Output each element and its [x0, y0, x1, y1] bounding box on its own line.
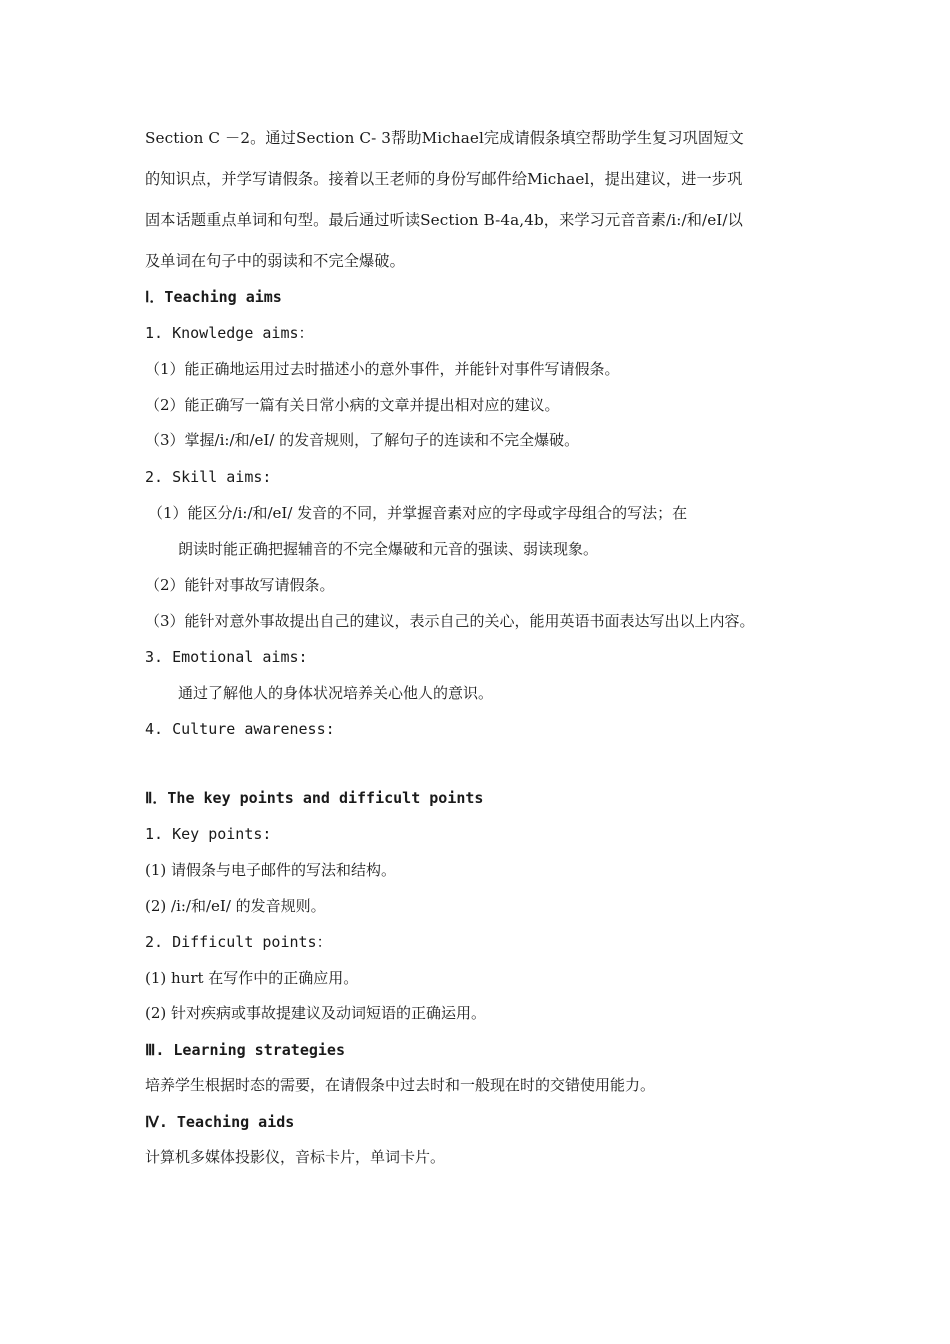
- culture-awareness-label: 4. Culture awareness:: [145, 720, 335, 738]
- section-heading-learning-strategies: Ⅲ. Learning strategies: [145, 1041, 345, 1059]
- intro-line-3: 固本话题重点单词和句型。最后通过听读Section B-4a,4b，来学习元音音素/i:/和/eI/以: [145, 211, 743, 229]
- skill-aim-item-1-line-2: 朗读时能正确把握辅音的不完全爆破和元音的强读、弱读现象。: [178, 540, 599, 558]
- learning-strategies-text: 培养学生根据时态的需要，在请假条中过去时和一般现在时的交错使用能力。: [145, 1076, 656, 1094]
- intro-line-1: Section C －2。通过Section C- 3帮助Michael完成请假条填空帮助学生复习巩固短文: [145, 129, 744, 147]
- skill-aim-item-2: （2）能针对事故写请假条。: [145, 576, 335, 594]
- difficult-point-item: (2) 针对疾病或事故提建议及动词短语的正确运用。: [145, 1004, 487, 1022]
- emotional-aims-label: 3. Emotional aims:: [145, 648, 308, 666]
- knowledge-aim-item: （1）能正确地运用过去时描述小的意外事件，并能针对事件写请假条。: [145, 360, 620, 378]
- key-point-item: (1) 请假条与电子邮件的写法和结构。: [145, 861, 397, 879]
- difficult-points-label: 2. Difficult points：: [145, 933, 332, 951]
- skill-aim-item-3: （3）能针对意外事故提出自己的建议，表示自己的关心，能用英语书面表达写出以上内容。: [145, 612, 755, 630]
- key-points-label: 1. Key points:: [145, 825, 272, 843]
- intro-line-2: 的知识点，并学写请假条。接着以王老师的身份写邮件给Michael，提出建议，进一步巩: [145, 170, 743, 188]
- skill-aims-label: 2. Skill aims:: [145, 468, 272, 486]
- section-heading-teaching-aims: Ⅰ．Teaching aims: [145, 288, 282, 306]
- difficult-point-item: (1) hurt 在写作中的正确应用。: [145, 969, 359, 987]
- emotional-aims-text: 通过了解他人的身体状况培养关心他人的意识。: [178, 684, 494, 702]
- section-heading-key-points: Ⅱ．The key points and difficult points: [145, 789, 484, 807]
- section-heading-teaching-aids: Ⅳ. Teaching aids: [145, 1113, 295, 1131]
- knowledge-aims-label: 1. Knowledge aims：: [145, 324, 314, 342]
- knowledge-aim-item: （3）掌握/i:/和/eI/ 的发音规则，了解句子的连读和不完全爆破。: [145, 431, 580, 449]
- skill-aim-item-1-line-1: （1）能区分/i:/和/eI/ 发音的不同，并掌握音素对应的字母或字母组合的写法；在: [148, 504, 688, 522]
- intro-line-4: 及单词在句子中的弱读和不完全爆破。: [145, 252, 405, 270]
- key-point-item: (2) /i:/和/eI/ 的发音规则。: [145, 897, 326, 915]
- teaching-aids-text: 计算机多媒体投影仪，音标卡片，单词卡片。: [145, 1148, 446, 1166]
- knowledge-aim-item: （2）能正确写一篇有关日常小病的文章并提出相对应的建议。: [145, 396, 560, 414]
